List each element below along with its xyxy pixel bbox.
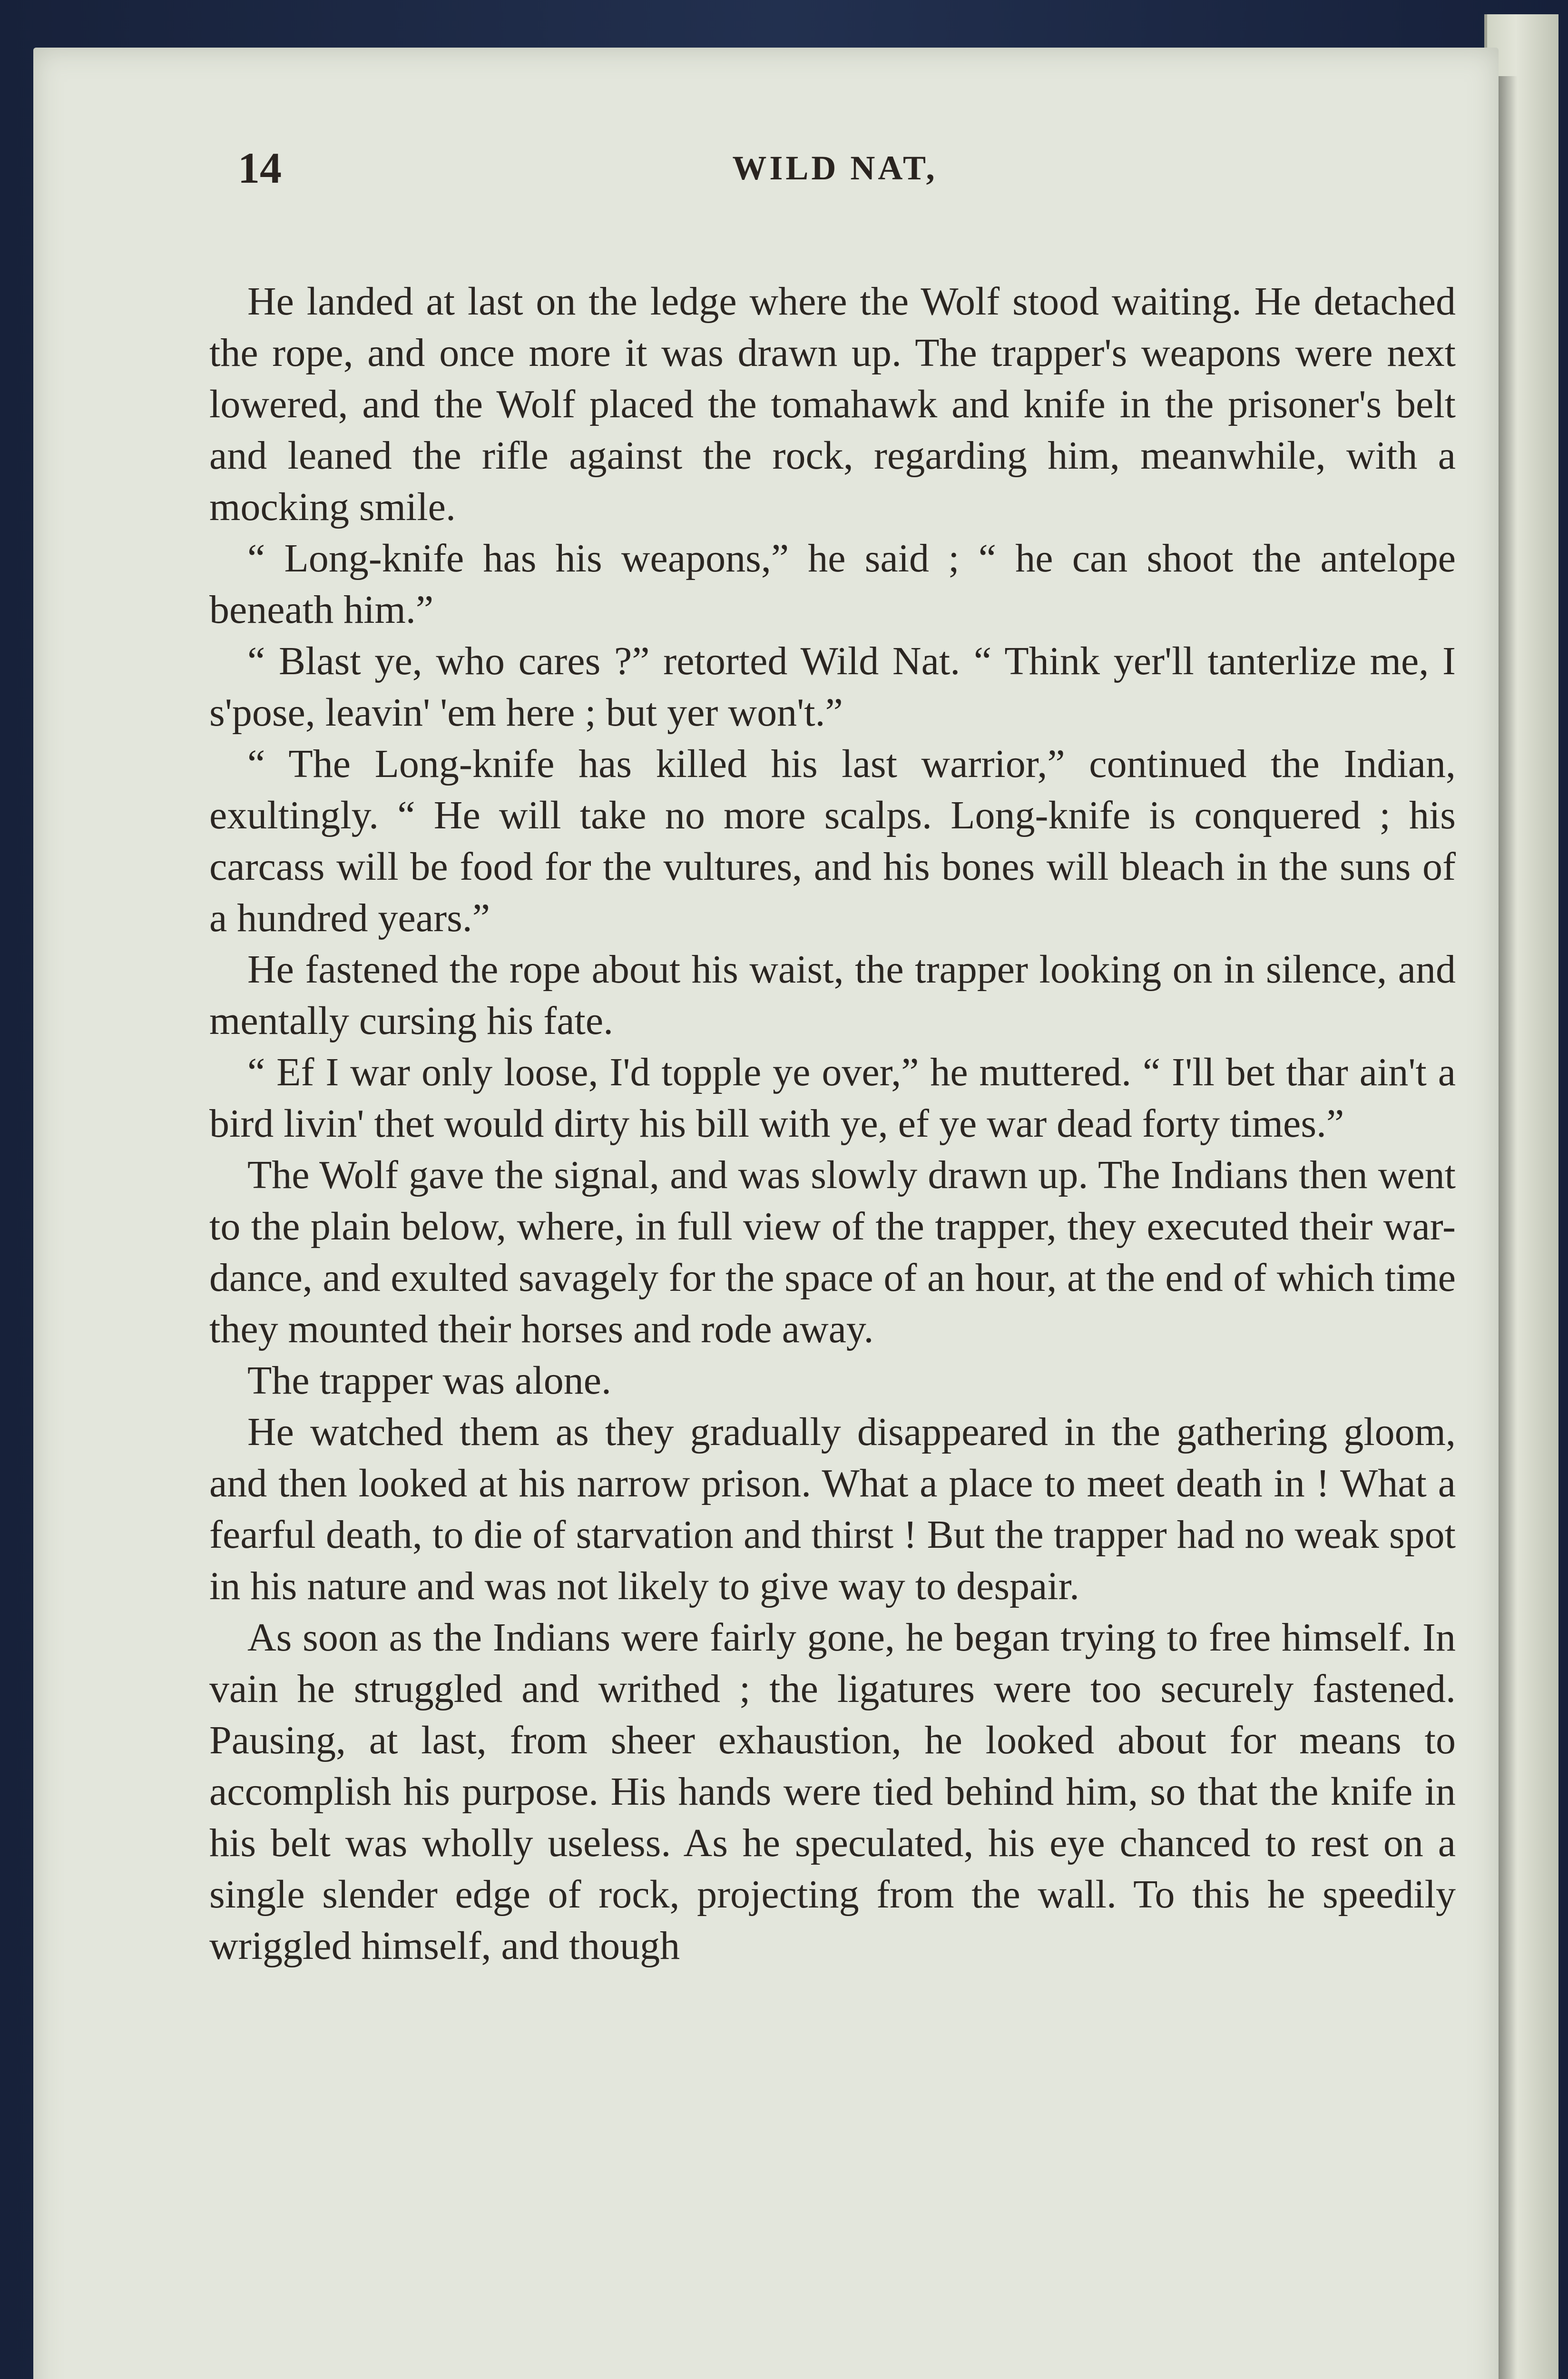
page-number: 14	[238, 144, 282, 192]
paragraph: “ Ef I war only loose, I'd topple ye over,” he muttered. “ I'll bet thar ain't a bird livin' thet would dirty his bill with ye, ef ye war dead forty times.”	[209, 1050, 1456, 1146]
body-text	[209, 276, 1456, 1972]
page-header	[205, 143, 1465, 228]
paragraph: He fastened the rope about his waist, the trapper looking on in silence, and mentally cursing his fate.	[209, 947, 1456, 1043]
paragraph: The Wolf gave the signal, and was slowly drawn up. The Indians then went to the plain below, where, in full view of the trapper, they executed their war-dance, and exulted savagely for the space of an hour, at the end of which time they mounted their horses and rode away.	[209, 1153, 1456, 1351]
paragraph: He landed at last on the ledge where the Wolf stood waiting. He detached the rope, and once more it was drawn up. The trapper's weapons were next lowered, and the Wolf placed the tomahawk and knife in the prisoner's belt and leaned the rifle against the rock, regarding him, meanwhile, with a mocking smile.	[209, 279, 1456, 529]
paragraph: “ The Long-knife has killed his last warrior,” continued the Indian, exultingly. “ He will take no more scalps. Long-knife is conquered ; his carcass will be food for the vultures, and his bones will bleach in the suns of a hundred years.”	[209, 742, 1456, 940]
paragraph: As soon as the Indians were fairly gone, he began trying to free himself. In vain he struggled and writhed ; the ligatures were too securely fastened. Pausing, at last, from sheer exhaustion, he looked about for means to accomplish his purpose. His hands were tied behind him, so that the knife in his belt was wholly useless. As he speculated, his eye chanced to rest on a single slender edge of rock, projecting from the wall. To this he speedily wriggled himself, and though	[209, 1615, 1456, 1968]
running-head: WILD NAT,	[732, 149, 938, 187]
paragraph: He watched them as they gradually disappeared in the gathering gloom, and then looked at his narrow prison. What a place to meet death in ! What a fearful death, to die of starvation and thirst ! But the trapper had no weak spot in his nature and was not likely to give way to despair.	[209, 1410, 1456, 1608]
paragraph: “ Blast ye, who cares ?” retorted Wild Nat. “ Think yer'll tanterlize me, I s'pose, leavin' 'em here ; but yer won't.”	[209, 639, 1456, 735]
gutter-shadow	[1499, 76, 1518, 2379]
paragraph: The trapper was alone.	[247, 1358, 611, 1403]
paragraph: “ Long-knife has his weapons,” he said ; “ he can shoot the antelope beneath him.”	[209, 536, 1456, 632]
